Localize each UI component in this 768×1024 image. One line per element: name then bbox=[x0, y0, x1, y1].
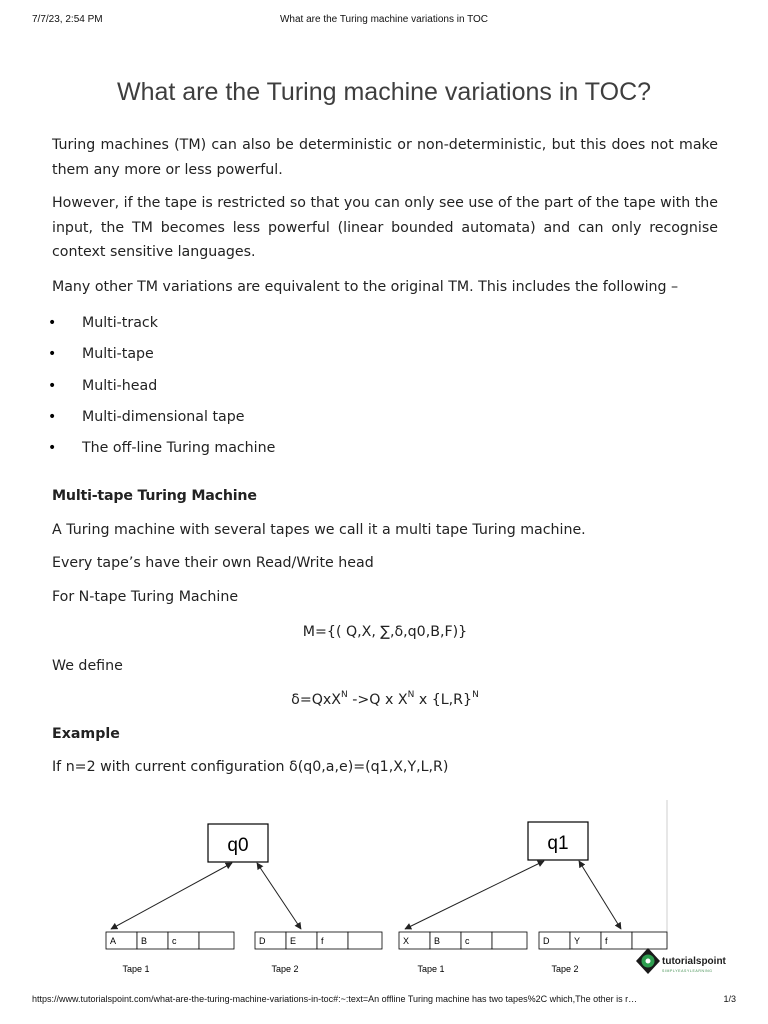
tapes-head-note: Every tape’s have their own Read/Write head bbox=[52, 555, 374, 572]
tape-cell: f bbox=[321, 936, 324, 946]
tape-2-after bbox=[539, 932, 667, 949]
ntape-intro: For N-tape Turing Machine bbox=[52, 588, 239, 605]
tape-1-after bbox=[399, 932, 527, 949]
tape-2-label-after: Tape 2 bbox=[551, 964, 579, 974]
state-label-after: q1 bbox=[547, 833, 569, 854]
state-label-before: q0 bbox=[227, 835, 249, 856]
paragraph-intro: Turing machines (TM) can also be deterministic or non-deterministic, but this does not make them any more or less powerful. bbox=[52, 137, 718, 178]
variations-list bbox=[48, 311, 718, 467]
tape-1-before bbox=[106, 932, 234, 949]
bullet-marker: • bbox=[48, 408, 57, 425]
list-item: • Multi-dimensional tape bbox=[52, 405, 718, 436]
bullet-marker: • bbox=[48, 315, 57, 331]
tape-cell: f bbox=[605, 936, 608, 946]
section-heading-multitape: Multi-tape Turing Machine bbox=[52, 488, 257, 505]
bullet-marker: • bbox=[48, 346, 57, 363]
tape-cell: c bbox=[465, 936, 470, 946]
tape-cell: E bbox=[290, 936, 297, 946]
head-arrow-tape1-before bbox=[111, 863, 232, 929]
tape-cell: B bbox=[141, 936, 148, 946]
tape-cell: X bbox=[403, 936, 410, 946]
multitape-definition: A Turing machine with several tapes we call it a multi tape Turing machine. bbox=[52, 521, 586, 538]
tape-cell: D bbox=[543, 936, 550, 946]
tape-1-label-after: Tape 1 bbox=[417, 964, 445, 974]
head-arrow-tape1-after bbox=[405, 861, 544, 929]
example-heading: Example bbox=[52, 725, 120, 742]
tape-cell: A bbox=[110, 936, 117, 946]
tape-cell: Y bbox=[574, 936, 581, 946]
article-body bbox=[48, 133, 718, 780]
page-number: 1/3 bbox=[723, 994, 736, 1004]
tape-cell: c bbox=[172, 936, 177, 946]
head-arrow-tape2-before bbox=[257, 863, 301, 929]
list-item: • Multi-track bbox=[52, 311, 718, 342]
paragraph-variations-intro: Many other TM variations are equivalent to the original TM. This includes the following – bbox=[52, 278, 679, 295]
tape-2-label-before: Tape 2 bbox=[271, 964, 299, 974]
tape-2-before bbox=[255, 932, 382, 949]
print-doc-title: What are the Turing machine variations in TOC bbox=[279, 14, 489, 25]
bullet-marker: • bbox=[48, 440, 57, 457]
logo-brand: tutorialspoint bbox=[662, 956, 726, 967]
example-text: If n=2 with current configuration δ(q0,a,e)=(q1,X,Y,L,R) bbox=[52, 759, 449, 776]
print-footer bbox=[32, 994, 736, 1008]
multitape-diagram bbox=[92, 798, 726, 988]
paragraph-tape-restriction: However, if the tape is restricted so that you can only see use of the part of the tape with the input, the TM becomes less powerful (linear bounded automata) and can only recognise context sensitive languages. bbox=[52, 195, 718, 260]
print-date: 7/7/23, 2:54 PM bbox=[32, 14, 103, 25]
head-arrow-tape2-after bbox=[579, 861, 621, 929]
bullet-marker: • bbox=[48, 377, 57, 394]
tutorialspoint-logo bbox=[636, 948, 727, 974]
tape-cell: D bbox=[259, 936, 266, 946]
tape-1-label-before: Tape 1 bbox=[122, 964, 150, 974]
list-item: • Multi-tape bbox=[52, 342, 718, 373]
we-define: We define bbox=[52, 657, 123, 674]
logo-tagline: SIMPLYEASYLEARNING bbox=[662, 969, 713, 973]
list-item: • The off-line Turing machine bbox=[52, 436, 718, 467]
formula-machine: M={( Q,X, ∑,δ,q0,B,F)} bbox=[302, 624, 468, 641]
print-header bbox=[32, 14, 736, 28]
article-title: What are the Turing machine variations in TOC? bbox=[116, 78, 652, 106]
tape-cell: B bbox=[434, 936, 441, 946]
formula-transition: δ=QxX$^N$ ->Q x $X^N$ x $\{L,R\}^N$ bbox=[291, 689, 479, 709]
page-url: https://www.tutorialspoint.com/what-are-the-turing-machine-variations-in-toc#:~:text=An offline Turing machine has two tapes%2C which,The other is r… bbox=[32, 994, 638, 1004]
list-item: • Multi-head bbox=[52, 374, 718, 405]
